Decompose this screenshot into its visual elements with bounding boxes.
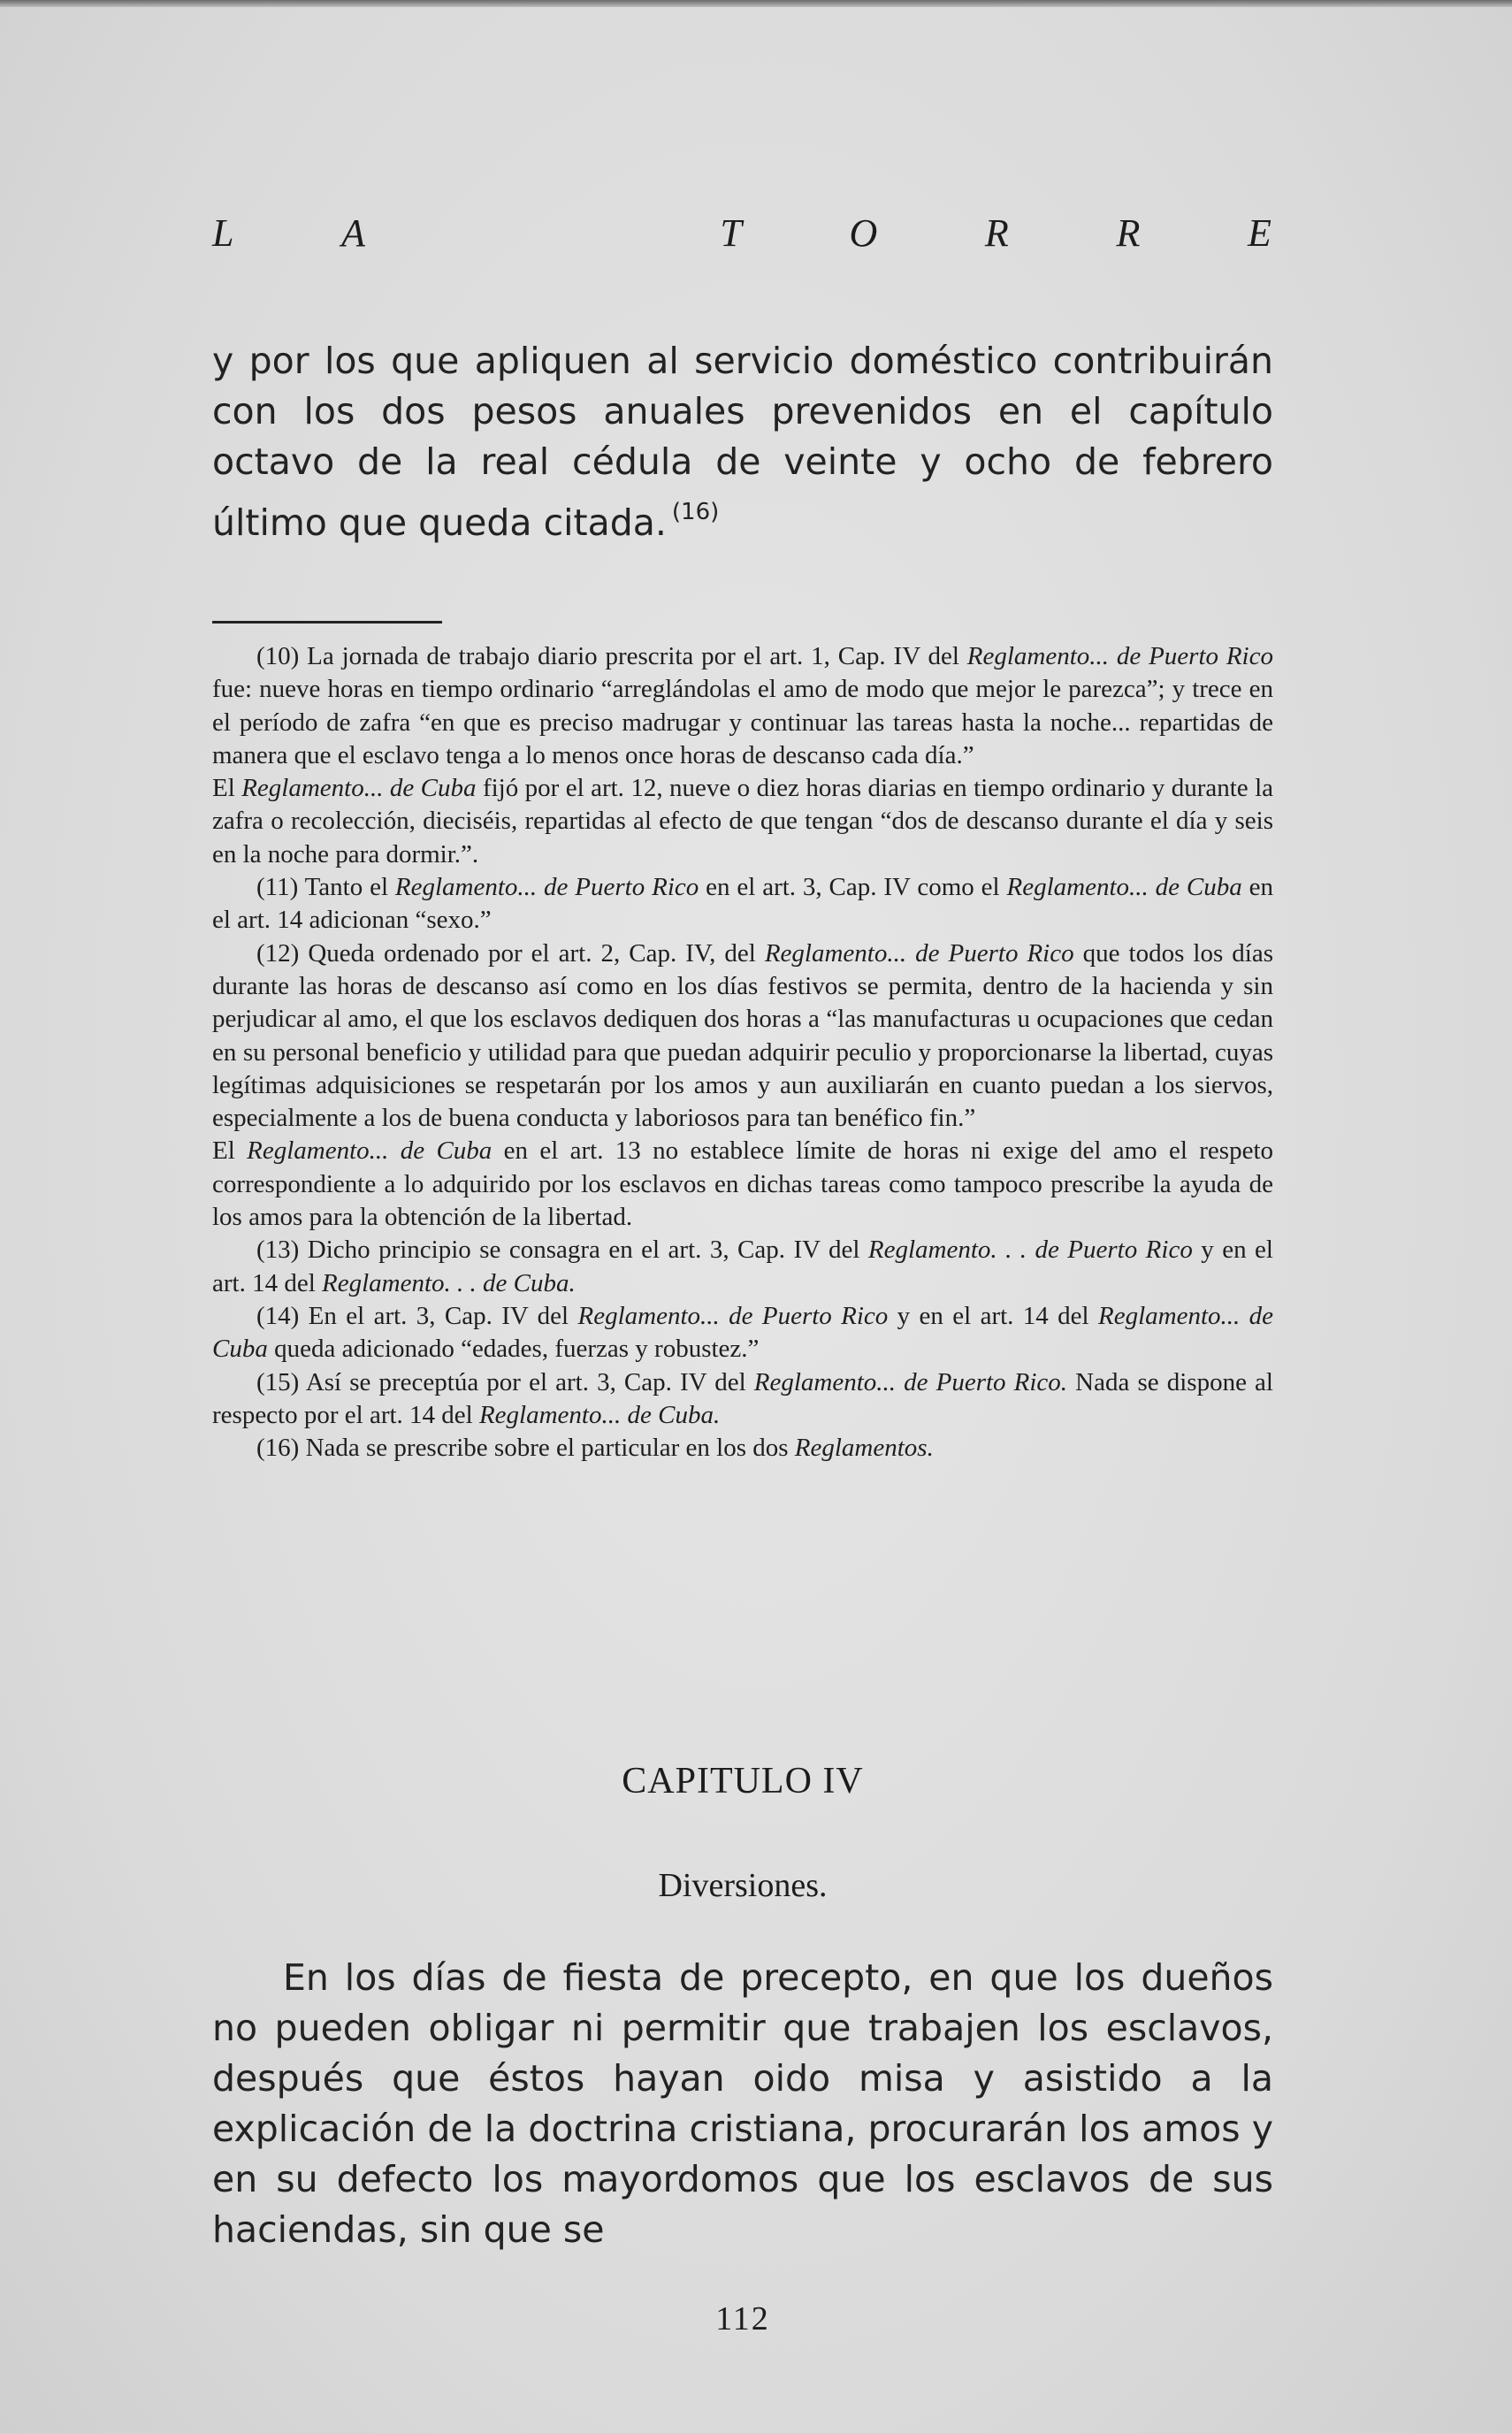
footnote-text: (11) Tanto el [256, 873, 395, 902]
footnote-paragraph [212, 772, 1273, 871]
footnote-citation: Reglamento... de Puerto Rico [966, 642, 1273, 670]
header-spacer [473, 210, 615, 256]
footnote-paragraph [212, 1234, 1273, 1300]
footnote-citation: Reglamento... de Cuba [247, 1136, 493, 1166]
header-letter: R [984, 211, 1011, 255]
footnote-text: en el art. 3, Cap. IV como el [699, 873, 1007, 902]
footnote-text: El [212, 1136, 248, 1166]
header-letter: T [720, 211, 744, 255]
footnote-text: (16) Nada se prescribe sobre el particular en los dos [256, 1434, 795, 1463]
footnote-text: (13) Dicho principio se consagra en el art. 3, Cap. IV del [256, 1236, 868, 1265]
header-letter: E [1248, 211, 1273, 255]
footnote-citation: Reglamentos. [794, 1434, 934, 1463]
footnote-text: y en el art. 14 del [888, 1301, 1098, 1330]
footnote-reference: (16) [671, 499, 720, 525]
header-letter: R [1116, 211, 1142, 255]
footnote-rule [212, 621, 442, 624]
footnote-citation: Reglamento... de Puerto Rico [577, 1301, 889, 1330]
footnote-text: fue: nueve horas en tiempo ordinario “arreglándolas el amo de modo que mejor le parezca”; y trece en el período de zafra “en que es preciso madrugar y continuar las tareas hasta la noche... repartidas de manera que el esclavo tenga a lo menos once horas de descanso cada día.” [212, 675, 1273, 769]
chapter-paragraph: En los días de fiesta de precepto, en que los dueños no pueden obligar ni permitir que trabajen los esclavos, después que éstos hayan oido misa y asistido a la explicación de la doctrina cristiana, procurarán los amos y en su defecto los mayordomos que los esclavos de sus haciendas, sin que se [212, 1956, 1273, 2251]
footnote-text: fijó por el art. 12, nueve o diez horas diarias en tiempo ordinario y durante la zafra o recolección, dieciséis, repartidas al efecto de que tengan “dos de descanso durante el día y seis en la noche para dormir.”. [212, 774, 1273, 868]
page-top-edge [0, 0, 1512, 7]
footnote-citation: Reglamento... de Cuba [1006, 873, 1242, 902]
footnote-text: (12) Queda ordenado por el art. 2, Cap. IV, del [256, 938, 765, 968]
chapter-subtitle: Diversiones. [658, 1867, 828, 1904]
intro-paragraph [212, 336, 1273, 548]
footnote-text: que todos los días durante las horas de descanso así como en los días festivos se permita, dentro de la hacienda y sin perjudicar al amo, el que los esclavos dediquen dos horas a “las manufacturas u ocupaciones que cedan en su personal beneficio y utilidad para que puedan adquirir peculio y proporcionarse la libertad, cuyas legítimas adquisiciones se respetarán por los amos y aun auxiliarán en cuanto puedan a los siervos, especialmente a los de buena conducta y laboriosos para tan benéfico fin.” [212, 938, 1273, 1133]
footnote-text: Nada se dispone al respecto por el art. 14 del [212, 1367, 1273, 1429]
footnote-citation: Reglamento... de Cuba. [478, 1400, 721, 1429]
header-letter: O [849, 211, 880, 255]
footnote-text: (15) Así se preceptúa por el art. 3, Cap. IV del [256, 1367, 754, 1396]
footnote-text: y en el art. 14 del [212, 1236, 1273, 1297]
page-number: 112 [715, 2300, 770, 2337]
footnote-paragraph [212, 1300, 1273, 1366]
footnote-paragraph [212, 1432, 1273, 1465]
footnote-paragraph [212, 1135, 1273, 1234]
header-letter: L [212, 211, 236, 255]
footnote-paragraph [212, 640, 1273, 772]
intro-text: y por los que apliquen al servicio doméstico contribuirán con los dos pesos anuales prevenidos en el capítulo octavo de la real cédula de veinte y ocho de febrero último que queda citada. [212, 340, 1273, 544]
footnotes [212, 640, 1273, 1465]
footnote-text: en el art. 14 adicionan “sexo.” [212, 873, 1273, 935]
footnote-paragraph [212, 871, 1273, 937]
footnote-text: (10) La jornada de trabajo diario prescrita por el art. 1, Cap. IV del [256, 642, 967, 670]
chapter-body [212, 1953, 1273, 2255]
footnote-paragraph [212, 1366, 1273, 1433]
footnote-text: El [212, 774, 242, 803]
footnote-text: en el art. 13 no establece límite de horas ni exige del amo el respeto correspondiente a lo adquirido por los esclavos en dichas tareas como tampoco prescribe la ayuda de los amos para la obtención de la libertad. [212, 1136, 1274, 1232]
running-header [212, 210, 1273, 256]
footnote-citation: Reglamento. . . de Cuba. [322, 1268, 576, 1297]
footnote-citation: Reglamento... de Cuba [241, 774, 477, 803]
footnote-citation: Reglamento... de Puerto Rico. [753, 1367, 1068, 1396]
footnote-citation: Reglamento. . . de Puerto Rico [867, 1236, 1193, 1265]
footnote-text: (14) En el art. 3, Cap. IV del [256, 1301, 578, 1330]
footnote-text: queda adicionado “edades, fuerzas y robustez.” [267, 1335, 760, 1364]
footnote-citation: Reglamento... de Puerto Rico [764, 938, 1074, 968]
header-letter: A [341, 211, 368, 255]
footnote-citation: Reglamento... de Cuba [212, 1301, 1273, 1364]
footnote-paragraph [212, 937, 1273, 1136]
chapter-title: CAPITULO IV [622, 1761, 864, 1802]
footnote-citation: Reglamento... de Puerto Rico [394, 873, 699, 902]
